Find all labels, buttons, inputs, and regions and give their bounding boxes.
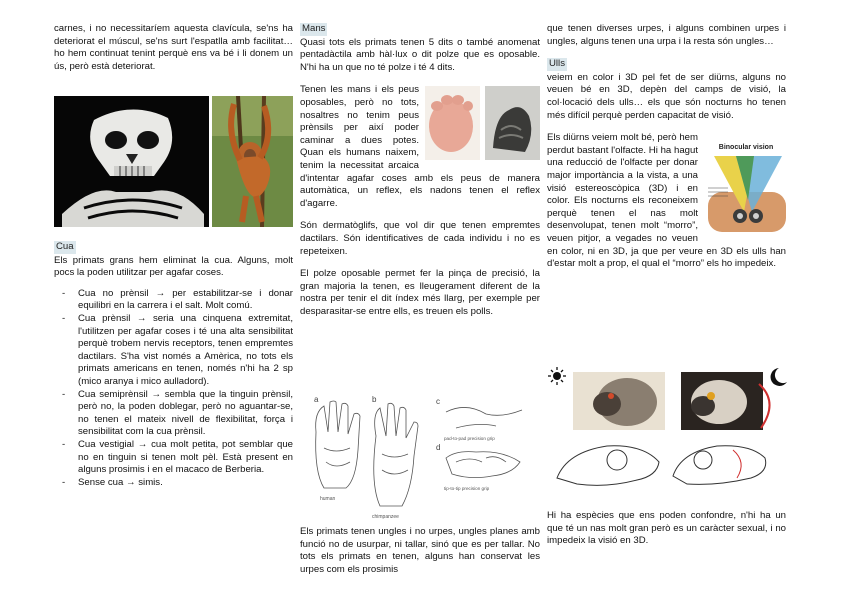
cua-list [54, 288, 293, 490]
column-2 [300, 23, 540, 324]
fig-label-b: b [372, 395, 377, 404]
fig-caption-pad-grip: pad-to-pad precision grip [444, 436, 495, 441]
sun-icon [548, 367, 566, 385]
urpes-continuation: que tenen diverses urpes, i alguns combinen urpes i ungles, alguns tenen una urpa i la resta són ungles… [547, 23, 786, 47]
paragraph-clavicula: carnes, i no necessitaríem aquesta clavícula, se'ns ha deteriorat el múscul, se'ns surt l'espatlla amb facilitat… ho hem continuat tenint perquè ens va bé i li donem un ús, però està deteriorat. [54, 23, 293, 72]
fig-caption-tip-grip: tip-to-tip precision grip [444, 486, 490, 491]
fig-label-c: c [436, 397, 440, 406]
mans-heading: Mans [302, 23, 326, 34]
list-item: - Sense cua → simis. [54, 477, 293, 490]
mans-paragraph-2: Tenen les mans i els peus oposables, però no tots, nosaltres no tenim peus prènsils per així poder caminar a dues potes. Quan els humans naixem, tenim la necessitat arcaica d'intentar agafar coses amb els peus de manera automàtica, un reflex, els nadons tenen el reflex d'agarre. [300, 84, 540, 209]
gorilla-skeleton-photo [54, 96, 209, 227]
mans-paragraph-1: Quasi tots els primats tenen 5 dits o també anomenat pentadàctila amb hàl·lux o dit polze que es oposable. N'hi ha un que no té polze i té 4 dits. [300, 36, 540, 73]
ulls-paragraph-1: veiem en color i 3D pel fet de ser diürns, alguns no veuen bé en 3D, depèn del camps de visió, la col·locació dels ulls… els que són nocturns ho tenen més difícil perquè perden capacitat de visió. [547, 71, 786, 121]
orangutan-photo [212, 96, 293, 227]
binocular-title: Binocular vision [718, 144, 774, 152]
cua-section [54, 241, 293, 489]
list-item: - Cua no prènsil → per estabilitzar-se i donar equilibri en la carrera i el salt. Molt comú. [54, 288, 293, 313]
column-1 [54, 23, 293, 79]
ungles-paragraph [300, 526, 540, 582]
hands-photos [425, 86, 540, 160]
mans-paragraph-3: Són dermatòglifs, que vol dir que tenen empremtes dactilars. Són identificatives de cada individu i no es repeteixen. [300, 220, 540, 257]
cua-intro: Els primats grans hem eliminat la cua. Alguns, molt pocs la poden utilitzar per agafar coses. [54, 254, 293, 279]
mans-paragraph-5: Els primats tenen ungles i no urpes, ungles planes amb funció no de usurpar, ni tallar, sinó que es per tallar. No tots els primats en tenen, alguns han conservat les urpes com els prosimis [300, 526, 540, 575]
fig-caption-chimpanzee: chimpanzee [372, 514, 399, 520]
ulls-heading: Ulls [549, 58, 565, 70]
moon-icon [771, 368, 787, 386]
fig-label-a: a [314, 395, 319, 404]
diurnal-nocturnal-primates-figure [547, 366, 792, 501]
ulls-paragraph-2: Els diürns veiem molt bé, però hem perdut bastant l'olfacte. Hi ha hagut una reducció de l'olfacte per donar major importància a la vista, a una visió estereoscòpica (3D) i en color. Els nocturns els reconeixem perquè tenen el nas molt desenvolupat, tenen molt “morro”, veuen pitjor, a vegades no veuen en color, ni en 3D, ja que per veure en 3D els ulls han d'estar molt a prop, el qual el “morro” els ho impedeix. [547, 132, 786, 270]
mans-paragraph-4: El polze oposable permet fer la pinça de precisió, la gran majoria la tenen, es lleugerament diferent de la nostra per tenir el dit índex més llarg, per exemple per desparasitar-se entre ells, es treuen els polls. [300, 268, 540, 317]
cua-heading: Cua [56, 241, 74, 252]
ulls-final [547, 510, 786, 554]
ulls-paragraph-3: Hi ha espècies que ens poden confondre, n'hi ha un que té un nas molt gran però es un caràcter sexual, i no impedeix la visió en 3D. [547, 510, 786, 547]
list-item: - Cua semiprènsil → sembla que la tinguin prènsil, però no, la poden doblegar, però no aguantar-se, no tenen el mateix nivell de flexibilitat, força i sensibilitat com la cua prènsil. [54, 389, 293, 439]
column-3 [547, 23, 786, 277]
list-item: - Cua prènsil → seria una cinquena extremitat, l'utilitzen per agafar coses i té una alta sensibilitat perquè trobem nervis receptors, tenen empremtes dactilars. S'ha vist només a Amèrica, no tots els primats americans en tenen, només n'hi ha 2 sp (mico aranya i mico aulladord). [54, 313, 293, 389]
fig-label-d: d [436, 443, 441, 452]
list-item: - Cua vestigial → cua molt petita, pot semblar que no en tinguin si tenen molt pèl. Està present en alguns prosimis i en el macaco de Berberia. [54, 439, 293, 477]
fig-caption-human: human [320, 496, 336, 502]
binocular-vision-diagram [706, 140, 786, 236]
hands-grip-diagram [306, 392, 538, 522]
